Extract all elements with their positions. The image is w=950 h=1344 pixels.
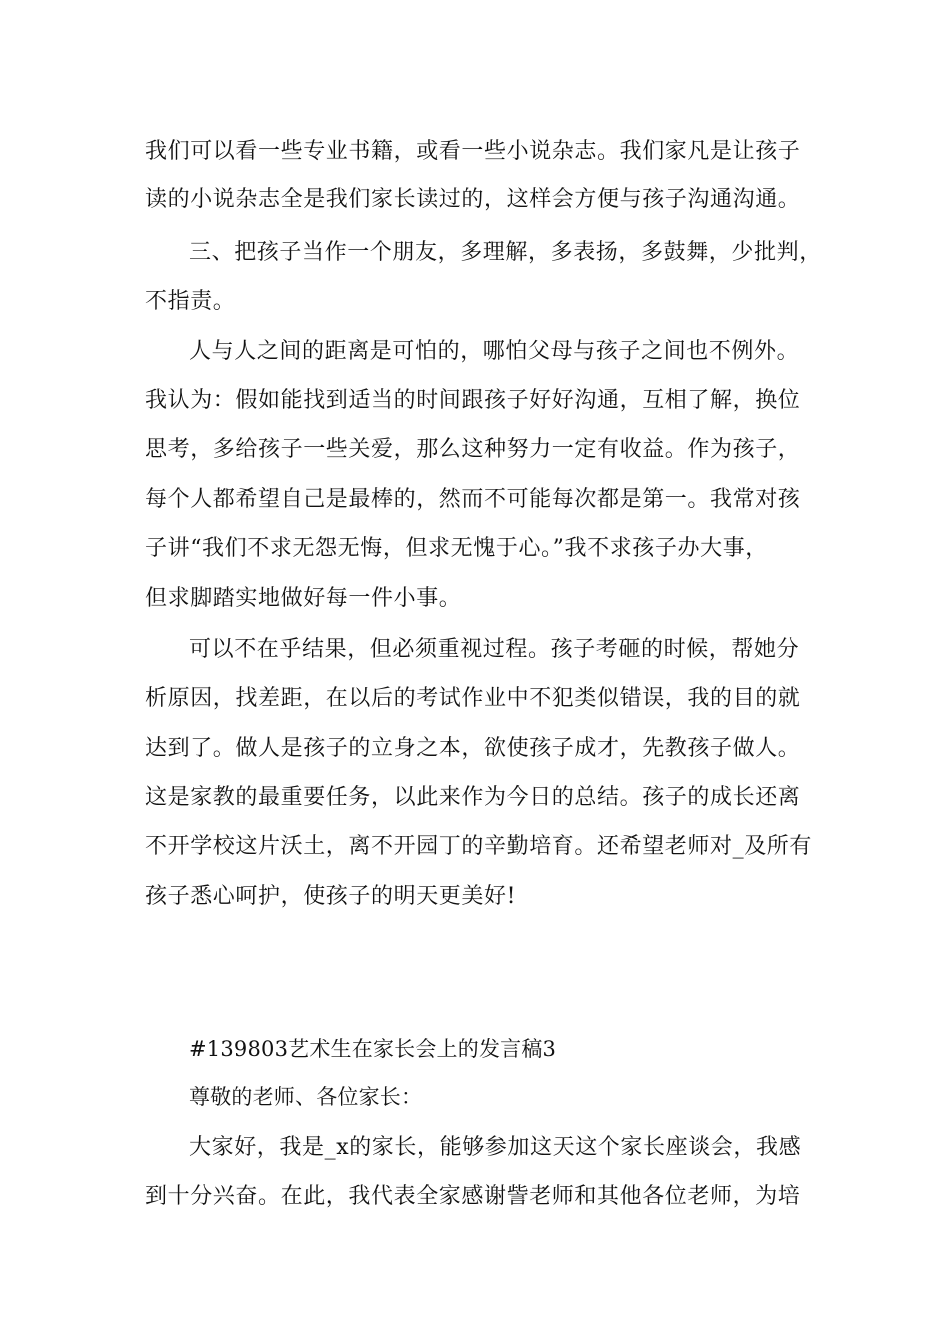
- opening-line-2: 到十分兴奋。在此，我代表全家感谢訾老师和其他各位老师，为培: [145, 1184, 801, 1209]
- paragraph-3-line-5: 子讲“我们不求无怨无悔，但求无愧于心。”我不求孩子办大事，: [145, 536, 768, 561]
- paragraph-4-line-4: 这是家教的最重要任务，以此来作为今日的总结。孩子的成长还离: [145, 785, 801, 810]
- paragraph-2-line-1: 三、把孩子当作一个朋友，多理解，多表扬，多鼓舞，少批判，: [189, 240, 822, 265]
- paragraph-1-line-2: 读的小说杂志全是我们家长读过的，这样会方便与孩子沟通沟通。: [145, 187, 801, 212]
- paragraph-3-line-1: 人与人之间的距离是可怕的，哪怕父母与孩子之间也不例外。: [189, 339, 800, 364]
- paragraph-4-line-3: 达到了。做人是孩子的立身之本，欲使孩子成才，先教孩子做人。: [145, 736, 801, 761]
- paragraph-4-line-5: 不开学校这片沃土，离不开园丁的辛勤培育。还希望老师对_及所有: [145, 834, 813, 859]
- paragraph-3-line-6: 但求脚踏实地做好每一件小事。: [145, 586, 462, 611]
- paragraph-4-line-6: 孩子悉心呵护，使孩子的明天更美好!: [145, 884, 517, 909]
- opening-line-1: 大家好，我是_x的家长，能够参加这天这个家长座谈会，我感: [189, 1135, 802, 1160]
- paragraph-4-line-2: 析原因，找差距，在以后的考试作业中不犯类似错误，我的目的就: [145, 686, 801, 711]
- paragraph-4-line-1: 可以不在乎结果，但必须重视过程。孩子考砸的时候，帮她分: [189, 637, 800, 662]
- paragraph-3-line-4: 每个人都希望自己是最棒的，然而不可能每次都是第一。我常对孩: [145, 487, 801, 512]
- salutation: 尊敬的老师、各位家长：: [189, 1085, 423, 1109]
- paragraph-1-line-1: 我们可以看一些专业书籍，或看一些小说杂志。我们家凡是让孩子: [145, 139, 801, 164]
- paragraph-3-line-3: 思考，多给孩子一些关爱，那么这种努力一定有收益。作为孩子，: [145, 437, 801, 462]
- paragraph-3-line-2: 我认为：假如能找到适当的时间跟孩子好好沟通，互相了解，换位: [145, 388, 801, 413]
- section-title: #139803艺术生在家长会上的发言稿3: [189, 1037, 557, 1061]
- paragraph-2-line-2: 不指责。: [145, 289, 236, 314]
